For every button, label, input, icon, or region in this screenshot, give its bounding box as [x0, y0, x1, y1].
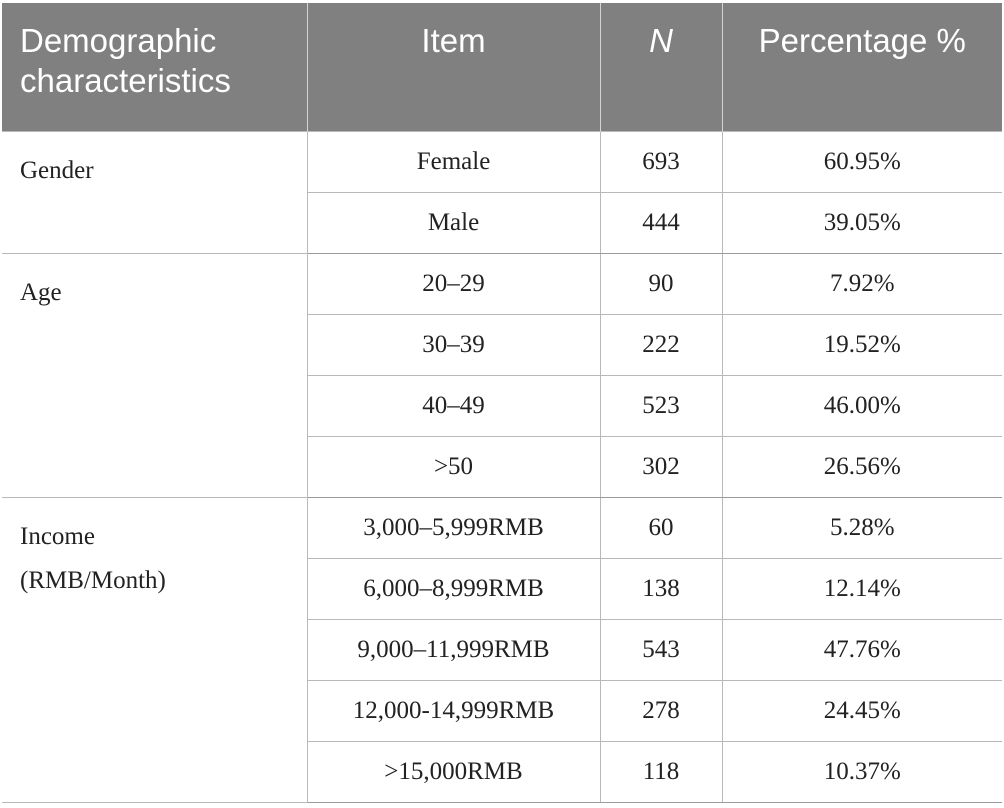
item-cell: 9,000–11,999RMB [307, 620, 600, 681]
category-income [2, 498, 307, 803]
n-cell: 90 [600, 254, 722, 315]
percentage-cell: 7.92% [722, 254, 1002, 315]
n-cell: 60 [600, 498, 722, 559]
n-cell: 278 [600, 681, 722, 742]
percentage-cell: 24.45% [722, 681, 1002, 742]
percentage-cell: 12.14% [722, 559, 1002, 620]
header-percentage: Percentage % [722, 3, 1002, 132]
table-header [2, 3, 1002, 132]
percentage-cell: 26.56% [722, 437, 1002, 498]
table-row [2, 254, 1002, 315]
item-cell: Female [307, 132, 600, 193]
demographics-table [2, 3, 1002, 803]
item-cell: 3,000–5,999RMB [307, 498, 600, 559]
header-line-2: characteristics [20, 62, 231, 99]
n-cell: 543 [600, 620, 722, 681]
table-row [2, 498, 1002, 559]
header-n: N [600, 3, 722, 132]
header-row [2, 3, 1002, 132]
percentage-cell: 19.52% [722, 315, 1002, 376]
percentage-cell: 47.76% [722, 620, 1002, 681]
demographics-table-container [2, 3, 1002, 803]
n-cell: 222 [600, 315, 722, 376]
n-cell: 523 [600, 376, 722, 437]
item-cell: >50 [307, 437, 600, 498]
n-cell: 118 [600, 742, 722, 803]
category-gender: Gender [2, 132, 307, 254]
n-cell: 693 [600, 132, 722, 193]
n-cell: 302 [600, 437, 722, 498]
item-cell: 12,000-14,999RMB [307, 681, 600, 742]
percentage-cell: 10.37% [722, 742, 1002, 803]
item-cell: 30–39 [307, 315, 600, 376]
item-cell: 20–29 [307, 254, 600, 315]
item-cell: Male [307, 193, 600, 254]
n-cell: 444 [600, 193, 722, 254]
table-row [2, 132, 1002, 193]
category-income-line-2: (RMB/Month) [20, 567, 166, 594]
table-body [2, 132, 1002, 803]
category-income-line-1: Income [20, 523, 95, 550]
percentage-cell: 5.28% [722, 498, 1002, 559]
header-demographic-characteristics [2, 3, 307, 132]
percentage-cell: 60.95% [722, 132, 1002, 193]
header-item: Item [307, 3, 600, 132]
percentage-cell: 39.05% [722, 193, 1002, 254]
header-line-1: Demographic [20, 22, 217, 59]
item-cell: 6,000–8,999RMB [307, 559, 600, 620]
percentage-cell: 46.00% [722, 376, 1002, 437]
item-cell: >15,000RMB [307, 742, 600, 803]
n-cell: 138 [600, 559, 722, 620]
category-age: Age [2, 254, 307, 498]
item-cell: 40–49 [307, 376, 600, 437]
